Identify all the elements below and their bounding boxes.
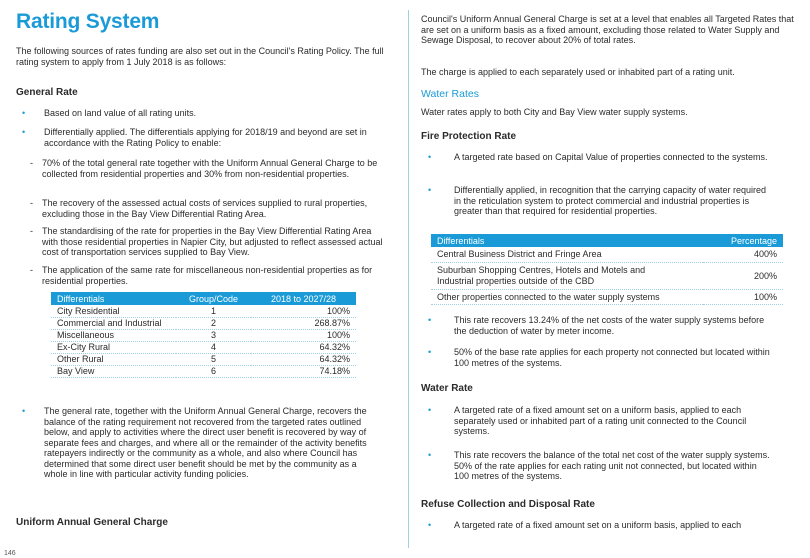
intro-paragraph: The following sources of rates funding are also set out in the Council's Rating Policy. The full rating system to apply from 1 July 2018 is as follows: [16, 46, 384, 67]
table-header-cell: Group/Code [176, 292, 251, 305]
bullet-text: Differentially applied. The differentials applying for 2018/19 and beyond are set in accordance with the Rating Policy to enable: [44, 127, 367, 148]
bullet-icon: • [22, 127, 26, 137]
table-header-row [51, 292, 356, 305]
table-row: Miscellaneous 3 100% [51, 329, 356, 341]
fire-protection-heading: Fire Protection Rate [421, 131, 517, 142]
bullet-text: A targeted rate of a fixed amount set on a uniform basis, applied to each [454, 520, 742, 530]
column-divider [408, 10, 409, 548]
bullet-text: A targeted rate based on Capital Value of properties connected to the systems. [454, 152, 768, 162]
bullet-icon: • [428, 405, 432, 415]
bullet-text: The general rate, together with the Uniform Annual General Charge, recovers the balance of the rating requirement not recovered from the targeted rates outlined below, and apply to activities where the direct user benefit is recovered by way of separate fees and charges, and where all or the remainder of the activity benefits ratepayers indirectly or the community as a whole, and also where Council has determined that some direct user benefit should be met by the community as a whole in line with particular activity funding policies. [44, 406, 367, 479]
table-row: City Residential 1 100% [51, 305, 356, 317]
bullet-icon: • [22, 406, 26, 416]
general-rate-differentials-table [51, 292, 356, 378]
bullet-icon: • [428, 185, 432, 195]
general-rate-heading: General Rate [16, 87, 78, 98]
bullet-icon: • [428, 347, 432, 357]
bullet-text: 50% of the base rate applies for each property not connected but located within 100 metres of the systems. [454, 347, 770, 368]
table-header-cell: Differentials [51, 292, 176, 305]
uagc-paragraph-1: Council's Uniform Annual General Charge is set at a level that enables all Targeted Rates that are set on a uniform basis as a fixed amount, excluding those related to Water Supply and Sewage Disposal, to recover about 20% of total rates. [421, 14, 794, 45]
bullet-icon: • [428, 450, 432, 460]
bullet-icon: • [22, 108, 26, 118]
bullet-text: A targeted rate of a fixed amount set on a uniform basis, applied to each separately used or inhabited part of a rating unit connected to the Council systems. [454, 405, 747, 436]
refuse-heading: Refuse Collection and Disposal Rate [421, 499, 595, 510]
water-rates-heading: Water Rates [421, 88, 479, 100]
table-row: Suburban Shopping Centres, Hotels and Motels and Industrial properties outside of the CBD 200% [431, 262, 783, 289]
uagc-paragraph-2: The charge is applied to each separately used or inhabited part of a rating unit. [421, 67, 735, 77]
table-header-cell: 2018 to 2027/28 [251, 292, 356, 305]
bullet-icon: • [428, 315, 432, 325]
table-row: Other Rural 5 64.32% [51, 353, 356, 365]
uagc-heading: Uniform Annual General Charge [16, 517, 168, 528]
table-row: Ex-City Rural 4 64.32% [51, 341, 356, 353]
fire-protection-differentials-table [431, 234, 783, 305]
bullet-text: Differentially applied, in recognition that the carrying capacity of water required in the reticulation system to protect commercial and industrial properties is greater than that required for residential properties. [454, 185, 767, 216]
bullet-text: Based on land value of all rating units. [44, 108, 197, 118]
bullet-icon: • [428, 520, 432, 530]
table-row: Central Business District and Fringe Area 400% [431, 247, 783, 262]
table-row: Bay View 6 74.18% [51, 365, 356, 377]
page-title: Rating System [16, 10, 160, 33]
table-header-row [431, 234, 783, 247]
bullet-icon: • [428, 152, 432, 162]
bullet-text: This rate recovers 13.24% of the net costs of the water supply systems before the deduction of water by meter income. [454, 315, 765, 336]
table-row: Commercial and Industrial 2 268.87% [51, 317, 356, 329]
table-row: Other properties connected to the water supply systems 100% [431, 289, 783, 304]
table-header-cell: Percentage [703, 234, 783, 247]
bullet-text: This rate recovers the balance of the total net cost of the water supply systems. 50% of the rate applies for each rating unit not connected, but located within 100 metres of the systems. [454, 450, 770, 481]
water-rates-intro: Water rates apply to both City and Bay View water supply systems. [421, 107, 688, 117]
page-number: 146 [4, 550, 16, 557]
table-header-cell: Differentials [431, 234, 703, 247]
water-rate-heading: Water Rate [421, 383, 473, 394]
